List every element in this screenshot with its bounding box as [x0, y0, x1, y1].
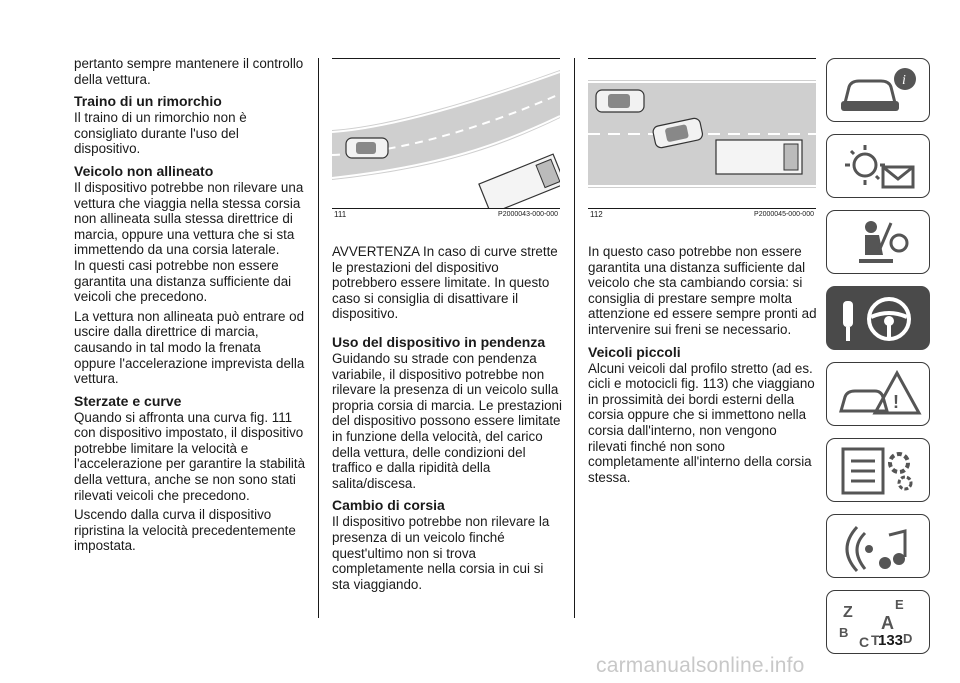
tab-seat-safety[interactable] [826, 210, 930, 274]
tab-key-steering[interactable] [826, 286, 930, 350]
paragraph: La vettura non allineata può entrare od uscire dalla direttrice di marcia, causando in tal modo la frenata oppure l'accelerazione imprevista della vettura. [74, 308, 305, 387]
paragraph: Quando si affronta una curva fig. 111 con dispositivo impostato, il dispositivo potrebbe limitare la velocità e l'accelerazione per garantire la stabilità della vettura, anche se non sono stati rilevati veicoli che precedono. [74, 409, 306, 503]
column-divider [574, 58, 575, 618]
key-steering-wheel-icon [835, 291, 923, 347]
figure-code: P2000043-000-000 [498, 211, 558, 218]
svg-text:!: ! [893, 392, 899, 412]
index-letter: B [839, 625, 849, 640]
figure-number: 112 [590, 210, 603, 219]
text-column-right [588, 244, 818, 489]
maintenance-icon [835, 443, 923, 499]
paragraph: Alcuni veicoli dal profilo stretto (ad es. cicli e motocicli fig. 113) che viaggiano in prossimità dei bordi esterni della corsia oppure che si immettono nella corsia dall'interno, non vengono rilevati finché non sono completamente all'interno della corsia stessa. [588, 360, 815, 485]
paragraph: In questi casi potrebbe non essere garantita una distanza sufficiente dai veicoli che precedono. [74, 257, 292, 305]
lane-change-illustration [588, 58, 816, 208]
seat-safety-icon [835, 215, 923, 271]
text-column-middle [332, 244, 564, 596]
figure-code: P2000045-000-000 [754, 211, 814, 218]
warning-paragraph: AVVERTENZA In caso di curve strette le prestazioni del dispositivo potrebbero essere limitate. In questo caso si consiglia di disattivare il dispositivo. [332, 244, 558, 322]
paragraph: Il traino di un rimorchio non è consigliato durante l'uso del dispositivo. [74, 110, 247, 157]
heading-veicoli-piccoli: Veicoli piccoli [588, 343, 681, 360]
paragraph: In questo caso potrebbe non essere garantita una distanza sufficiente dal veicolo che sta cambiando corsia: si consiglia di prestare sempre molta attenzione ed essere sempre pronti ad intervenire sui freni se necessario. [588, 244, 817, 337]
paragraph: Uscendo dalla curva il dispositivo ripristina la velocità precedentemente impostata. [74, 507, 296, 554]
multimedia-icon [835, 519, 923, 575]
paragraph: Guidando su strade con pendenza variabile, il dispositivo potrebbe non rilevare la presenza di un veicolo sulla propria corsia di marcia. Le prestazioni del dispositivo possono essere limitate in funzione della velocità, del carico della vettura, delle condizioni del traffico e dalla ripidità della salita/discesa. [332, 350, 562, 491]
car-illustration [346, 138, 388, 158]
page-number: 133 [878, 632, 904, 649]
watermark: carmanualsonline.info [596, 654, 805, 677]
warning-lights-icon [835, 139, 923, 195]
paragraph: Il dispositivo potrebbe non rilevare una vettura che viaggia nella stessa corsia non allineata sulla stessa direttrice di marcia, oppure una vettura che si sta immettendo da una corsia laterale. [74, 179, 304, 258]
index-letter: T [871, 632, 880, 648]
figure-caption-rule [332, 208, 560, 209]
car-illustration [596, 90, 644, 112]
figure-caption-rule [588, 208, 816, 209]
figure-number: 111 [334, 210, 347, 219]
paragraph: Il dispositivo potrebbe non rilevare la presenza di un veicolo finché quest'ultimo non si trova completamente nella corsia in cui si sta viaggiando. [332, 514, 550, 592]
tab-maintenance[interactable] [826, 438, 930, 502]
tab-multimedia[interactable] [826, 514, 930, 578]
heading-pendenza: Uso del dispositivo in pendenza [332, 333, 546, 350]
heading-sterzate: Sterzate e curve [74, 392, 182, 409]
index-letter: C [859, 634, 870, 650]
index-letter: A [881, 613, 894, 633]
tab-warning-lights[interactable] [826, 134, 930, 198]
paragraph: pertanto sempre mantenere il controllo della vettura. [74, 56, 304, 87]
heading-traino: Traino di un rimorchio [74, 93, 222, 110]
index-letter: Z [843, 604, 853, 621]
accident-icon [835, 367, 923, 423]
figure-111 [332, 58, 560, 218]
heading-cambio-corsia: Cambio di corsia [332, 497, 445, 514]
index-letter: D [903, 631, 913, 646]
tab-car-info[interactable] [826, 58, 930, 122]
svg-text:i: i [902, 73, 906, 88]
heading-veicolo-non-allineato: Veicolo non allineato [74, 162, 214, 179]
figure-112 [588, 58, 816, 218]
column-divider [318, 58, 319, 618]
tab-accident[interactable] [826, 362, 930, 426]
index-letter: E [895, 597, 904, 612]
curve-road-illustration [332, 58, 560, 208]
text-column-left [74, 56, 306, 558]
truck-illustration [716, 140, 802, 174]
car-info-icon [835, 63, 923, 119]
